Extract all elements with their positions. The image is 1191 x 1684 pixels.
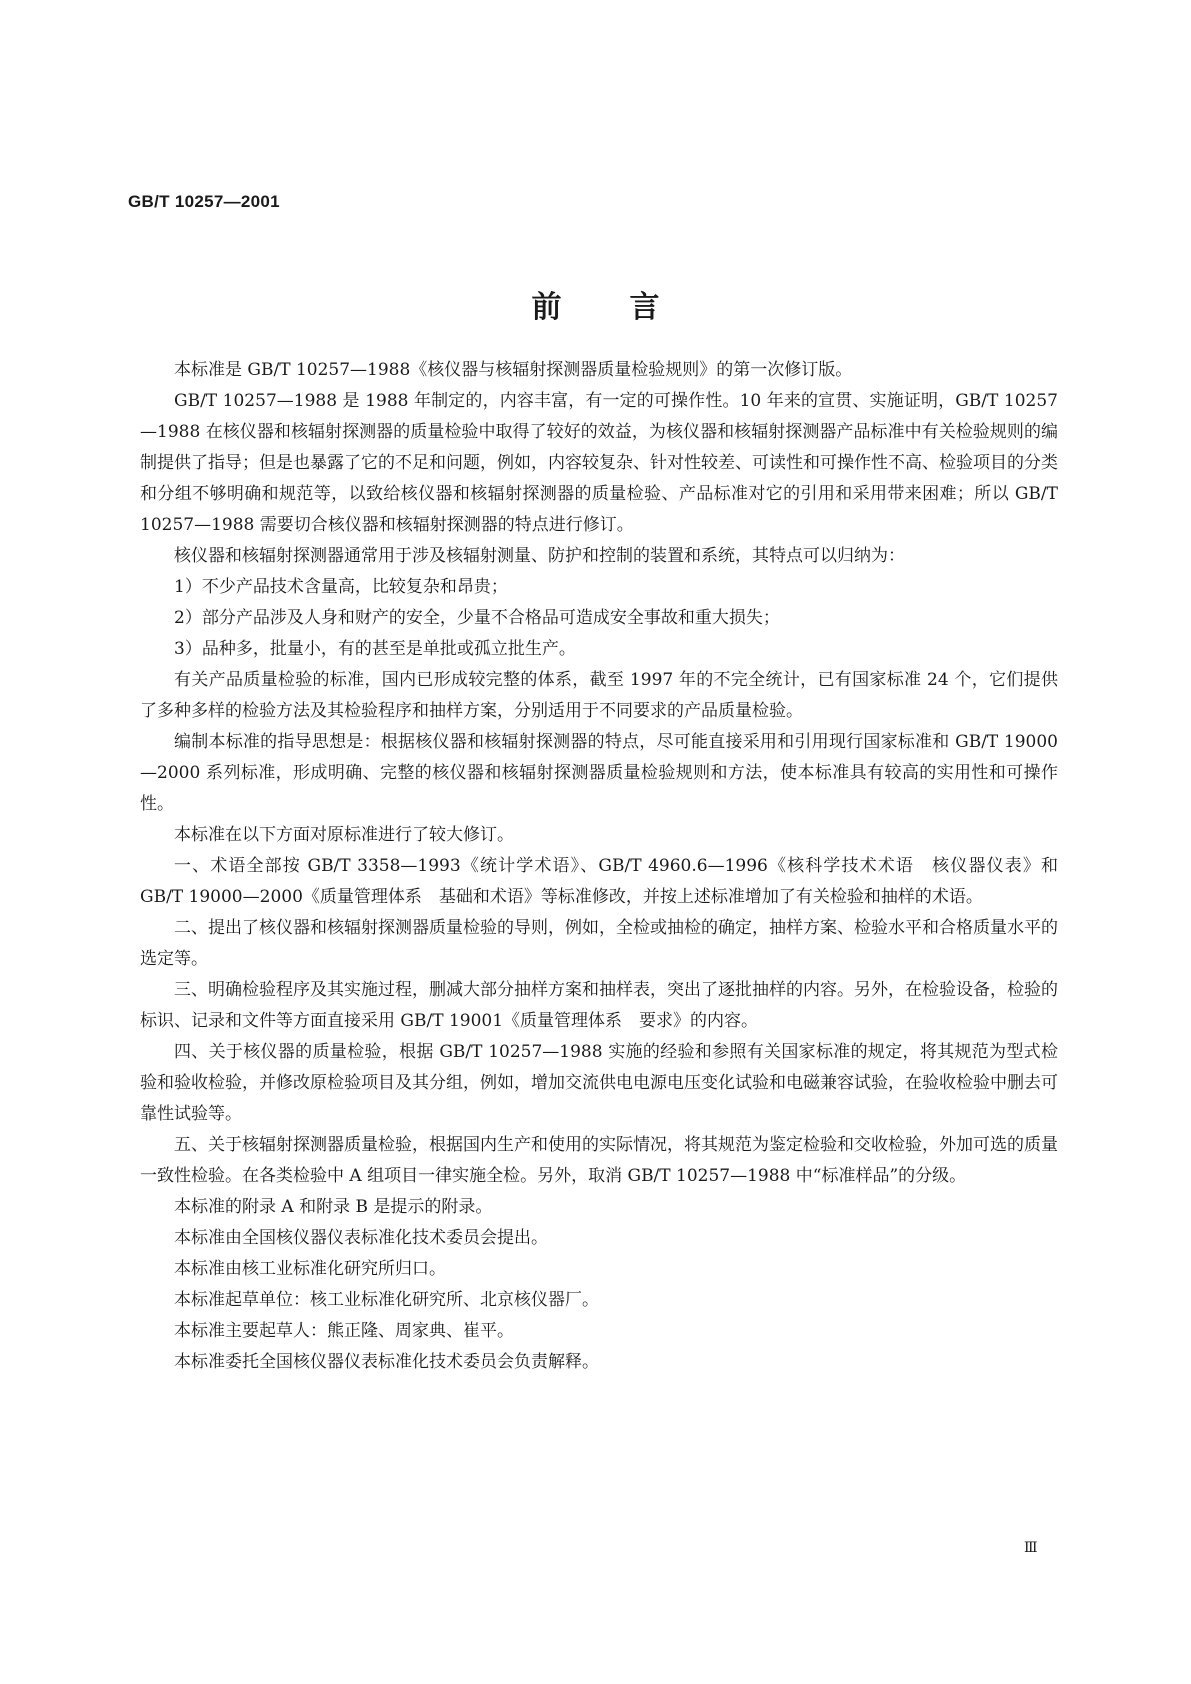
paragraph-standards-system: 有关产品质量检验的标准，国内已形成较完整的体系，截至 1997 年的不完全统计，已有国家标准 24 个，它们提供了多种多样的检验方法及其检验程序和抽样方案，分别适用于不同要求的产品质量检验。 xyxy=(140,670,1058,721)
paragraph-administered-by: 本标准由核工业标准化研究所归口。 xyxy=(174,1259,446,1279)
paragraph-features-intro: 核仪器和核辐射探测器通常用于涉及核辐射测量、防护和控制的装置和系统，其特点可以归纳为： xyxy=(174,546,905,566)
paragraph-intro: 本标准是 GB/T 10257—1988《核仪器与核辐射探测器质量检验规则》的第一次修订版。 xyxy=(174,360,853,380)
paragraph-revision-4: 四、关于核仪器的质量检验，根据 GB/T 10257—1988 实施的经验和参照有关国家标准的规定，将其规范为型式检验和验收检验，并修改原检验项目及其分组，例如，增加交流供电电源电压变化试验和电磁兼容试验，在验收检验中删去可靠性试验等。 xyxy=(140,1042,1058,1124)
paragraph-revision-2: 二、提出了核仪器和核辐射探测器质量检验的导则，例如，全检或抽检的确定，抽样方案、检验水平和合格质量水平的选定等。 xyxy=(140,918,1058,969)
paragraph-revision-1: 一、术语全部按 GB/T 3358—1993《统计学术语》、GB/T 4960.6—1996《核科学技术术语 核仪器仪表》和 GB/T 19000—2000《质量管理体系 基础和术语》等标准修改，并按上述标准增加了有关检验和抽样的术语。 xyxy=(140,856,1058,907)
paragraph-revision-5: 五、关于核辐射探测器质量检验，根据国内生产和使用的实际情况，将其规范为鉴定检验和交收检验，外加可选的质量一致性检验。在各类检验中 A 组项目一律实施全检。另外，取消 GB/T 10257—1988 中“标准样品”的分级。 xyxy=(140,1135,1058,1186)
paragraph-revision-3: 三、明确检验程序及其实施过程，删减大部分抽样方案和抽样表，突出了逐批抽样的内容。另外，在检验设备，检验的标识、记录和文件等方面直接采用 GB/T 19001《质量管理体系 要求》的内容。 xyxy=(140,980,1058,1031)
paragraph-drafters: 本标准主要起草人：熊正隆、周家典、崔平。 xyxy=(174,1321,514,1341)
paragraph-drafting-units: 本标准起草单位：核工业标准化研究所、北京核仪器厂。 xyxy=(174,1290,599,1310)
paragraph-interpretation: 本标准委托全国核仪器仪表标准化技术委员会负责解释。 xyxy=(174,1352,599,1372)
list-item-feature-2: 2）部分产品涉及人身和财产的安全，少量不合格品可造成安全事故和重大损失； xyxy=(174,608,780,628)
paragraph-history: GB/T 10257—1988 是 1988 年制定的，内容丰富，有一定的可操作性。10 年来的宣贯、实施证明，GB/T 10257—1988 在核仪器和核辐射探测器的质量检验中取得了较好的效益，为核仪器和核辐射探测器产品标准中有关检验规则的编制提供了指导；但是也暴露了它的不足和问题，例如，内容较复杂、针对性较差、可读性和可操作性不高、检验项目的分类和分组不够明确和规范等，以致给核仪器和核辐射探测器的质量检验、产品标准对它的引用和采用带来困难；所以 GB/T 10257—1988 需要切合核仪器和核辐射探测器的特点进行修订。 xyxy=(140,391,1058,535)
page-title: 前言 xyxy=(531,290,728,325)
paragraph-revision-intro: 本标准在以下方面对原标准进行了较大修订。 xyxy=(174,825,514,845)
list-item-feature-1: 1）不少产品技术含量高，比较复杂和昂贵； xyxy=(174,577,508,597)
list-item-feature-3: 3）品种多，批量小，有的甚至是单批或孤立批生产。 xyxy=(174,639,576,659)
paragraph-appendix: 本标准的附录 A 和附录 B 是提示的附录。 xyxy=(174,1197,493,1217)
foreword-body xyxy=(140,355,1058,1378)
paragraph-proposed-by: 本标准由全国核仪器仪表标准化技术委员会提出。 xyxy=(174,1228,548,1248)
page-number: Ⅲ xyxy=(1024,1540,1038,1556)
paragraph-guiding-idea: 编制本标准的指导思想是：根据核仪器和核辐射探测器的特点，尽可能直接采用和引用现行国家标准和 GB/T 19000—2000 系列标准，形成明确、完整的核仪器和核辐射探测器质量检验规则和方法，使本标准具有较高的实用性和可操作性。 xyxy=(140,732,1058,814)
standard-code-header: GB/T 10257—2001 xyxy=(128,192,280,211)
